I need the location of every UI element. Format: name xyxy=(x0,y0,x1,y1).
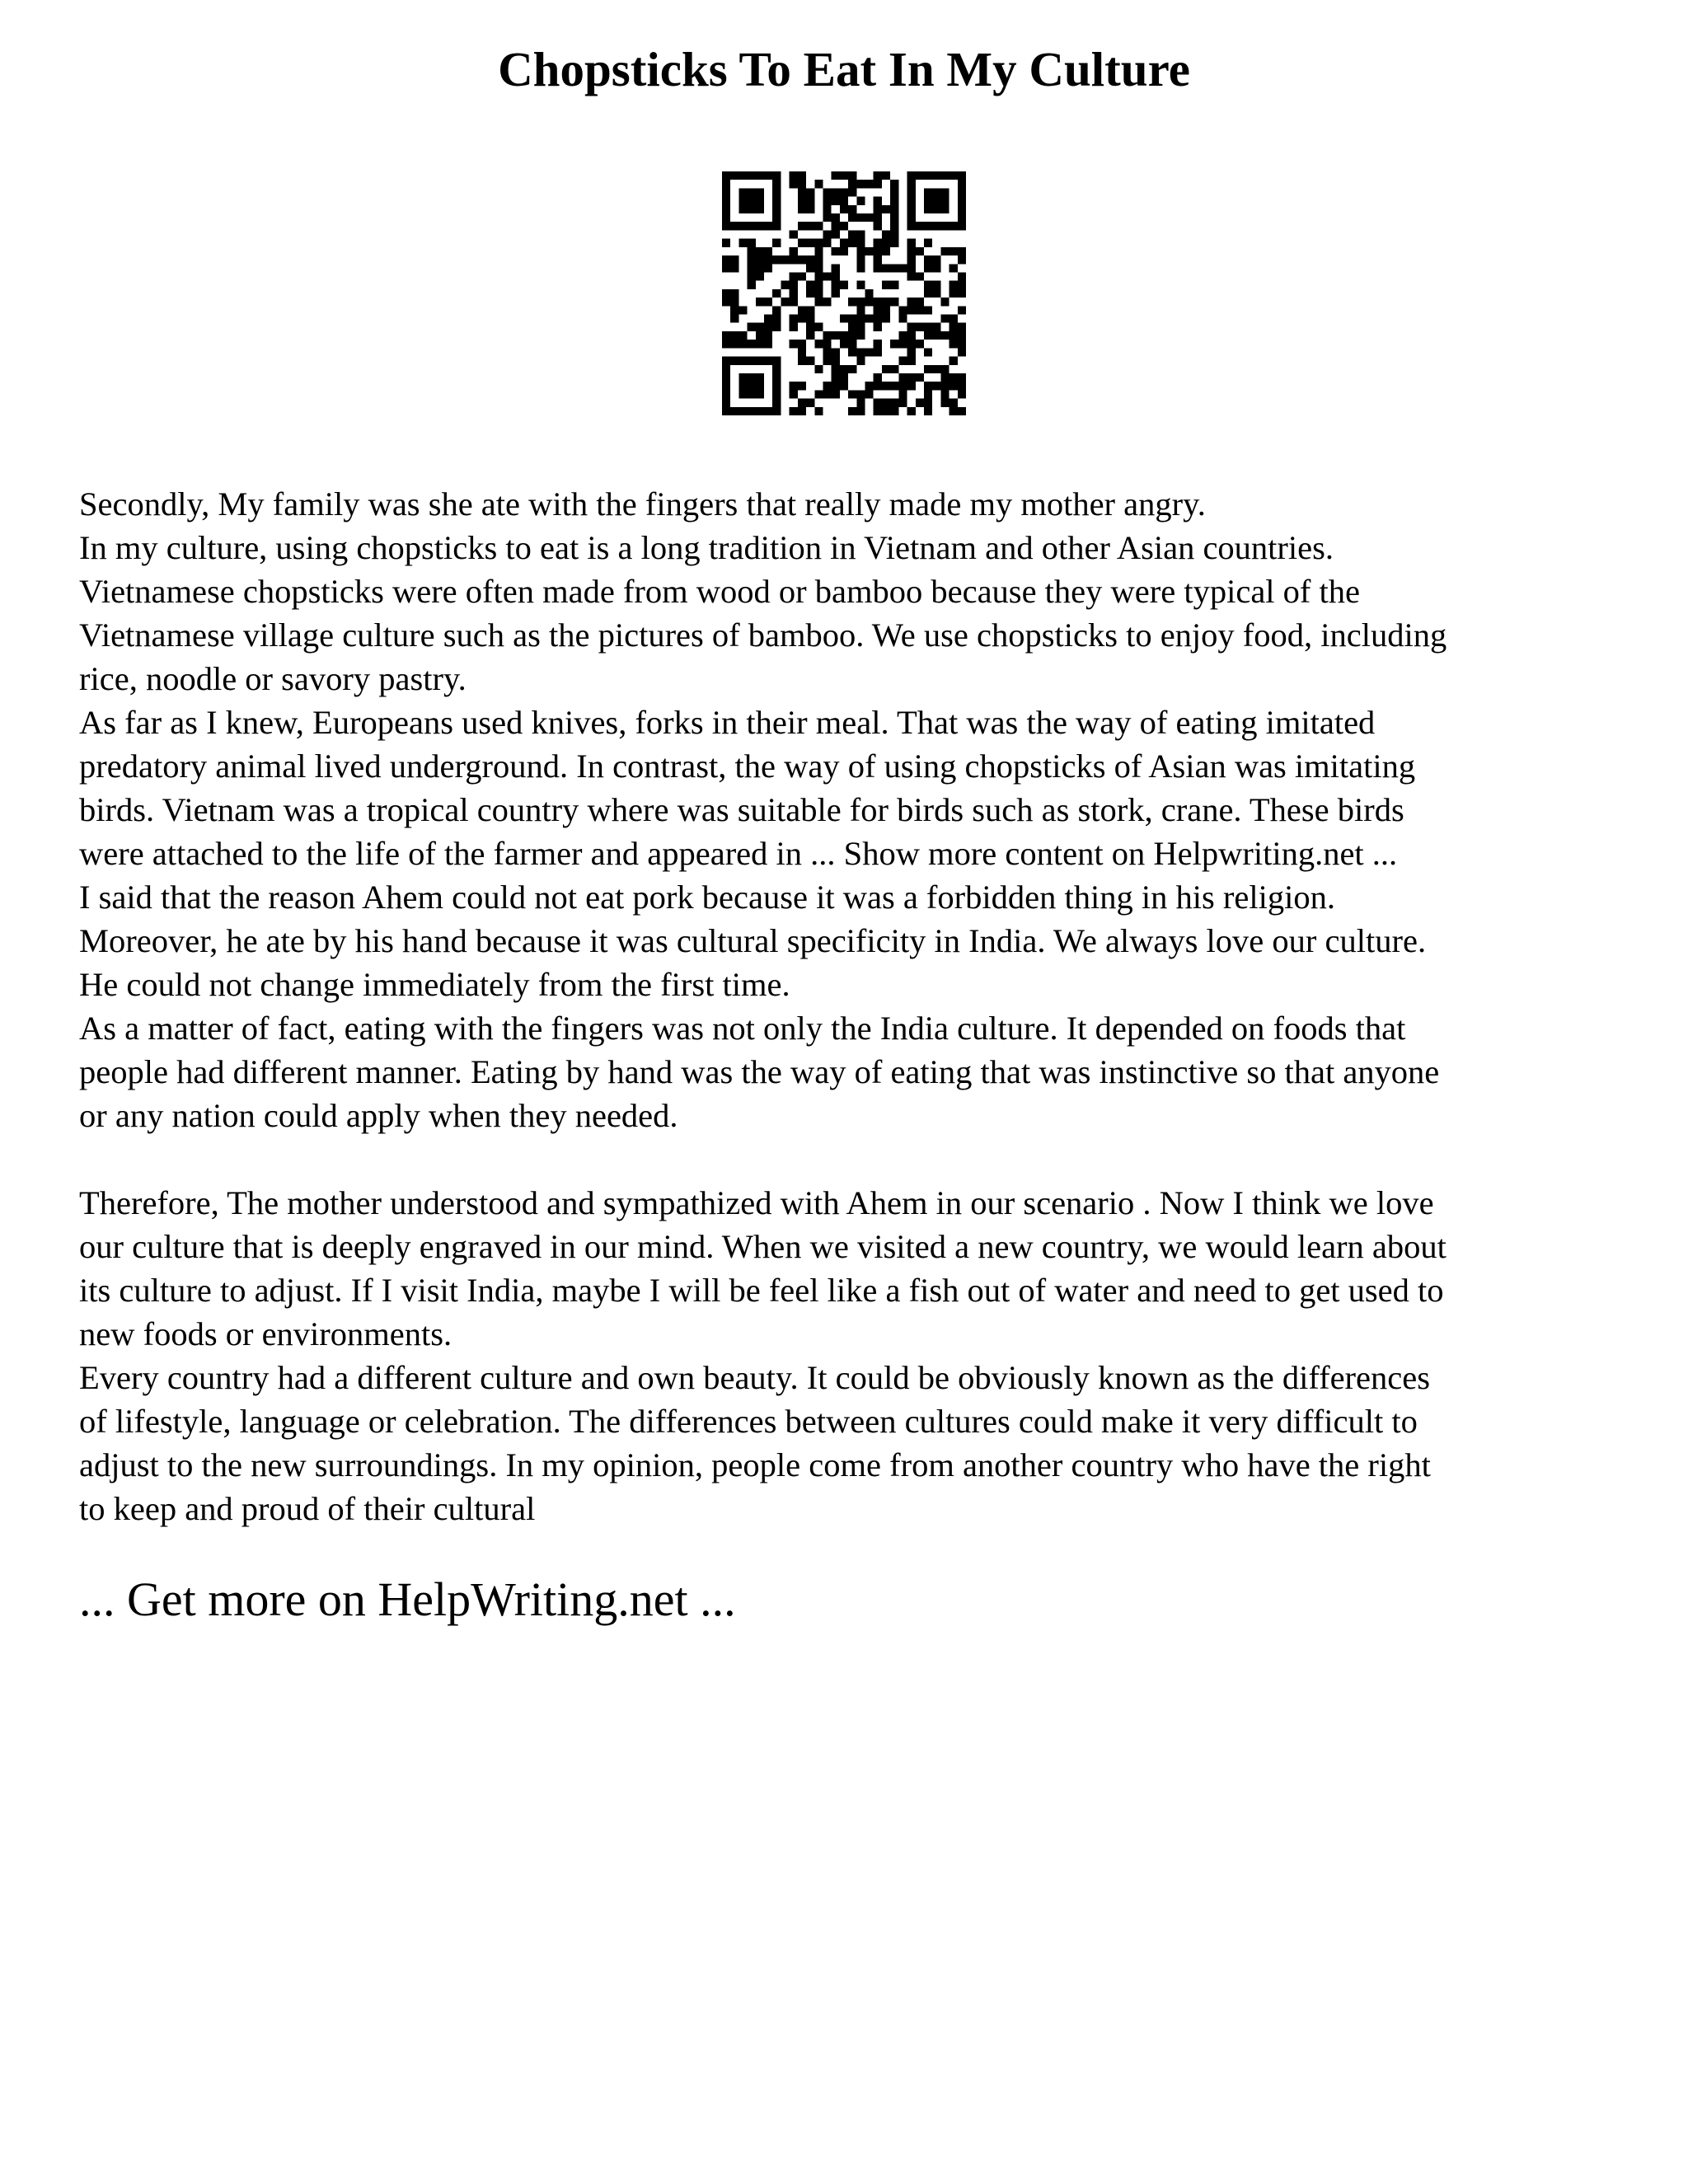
qr-code xyxy=(722,171,966,415)
article-body xyxy=(79,482,1629,1530)
page-title: Chopsticks To Eat In My Culture xyxy=(498,42,1190,96)
get-more-link[interactable]: ... Get more on HelpWriting.net ... xyxy=(79,1572,736,1626)
qr-code-graphic xyxy=(722,171,966,415)
body-paragraph-1: Secondly, My family was she ate with the fingers that really made my mother angry. In my culture, using chopsticks to eat is a long tradition in Vietnam and other Asian countries. Vietnamese chopsticks were often made from wood or bamboo because they were typical of the Vietnamese village culture such as the pictures of bamboo. We use chopsticks to enjoy food, including rice, noodle or savory pastry. As far as I knew, Europeans used knives, forks in their meal. That was the way of eating imitated predatory animal lived underground. In contrast, the way of using chopsticks of Asian was imitating birds. Vietnam was a tropical country where was suitable for birds such as stork, crane. These birds were attached to the life of the farmer and appeared in ... Show more content on Helpwriting.net ... I said that the reason Ahem could not eat pork because it was a forbidden thing in his religion. Moreover, he ate by his hand because it was cultural specificity in India. We always love our culture. He could not change immediately from the first time. As a matter of fact, eating with the fingers was not only the India culture. It depended on foods that people had different manner. Eating by hand was the way of eating that was instinctive so that anyone or any nation could apply when they needed. xyxy=(79,485,1447,1134)
body-paragraph-2: Therefore, The mother understood and sympathized with Ahem in our scenario . Now I think we love our culture that is deeply engraved in our mind. When we visited a new country, we would learn about its culture to adjust. If I visit India, maybe I will be feel like a fish out of water and need to get used to new foods or environments. Every country had a different culture and own beauty. It could be obviously known as the differences of lifestyle, language or celebration. The differences between cultures could make it very difficult to adjust to the new surroundings. In my opinion, people come from another country who have the right to keep and proud of their cultural xyxy=(79,1184,1447,1527)
